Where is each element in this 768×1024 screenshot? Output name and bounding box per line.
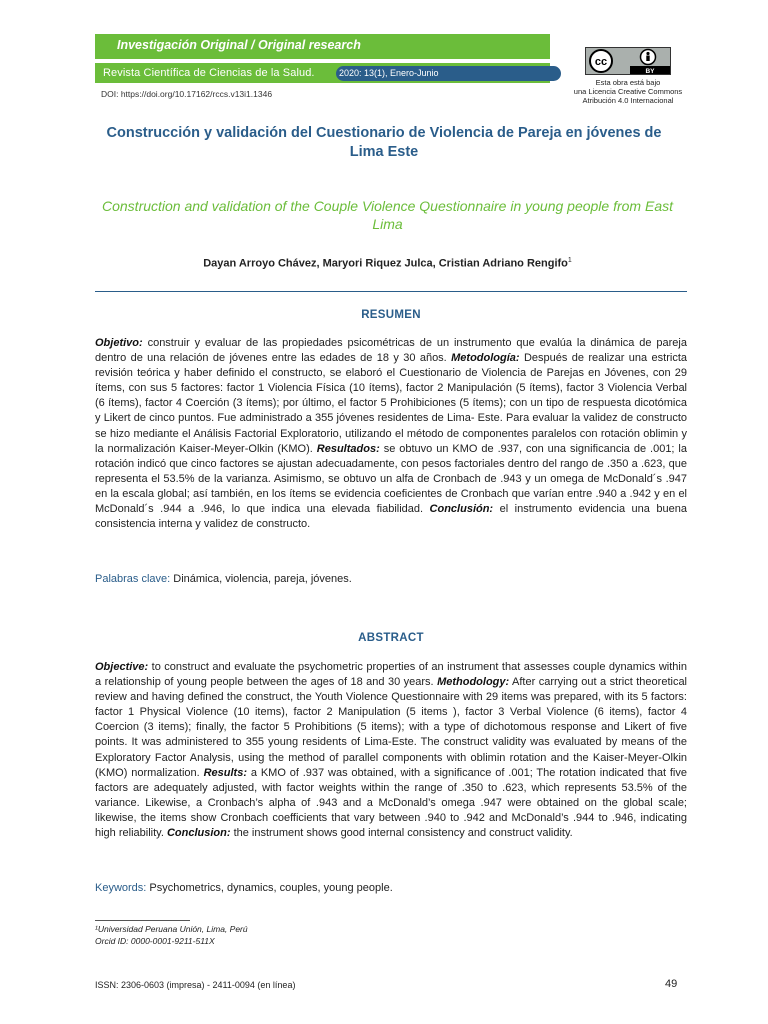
authors: [95, 257, 680, 270]
abstract-heading: ABSTRACT: [358, 632, 424, 644]
doi-link[interactable]: DOI: https://doi.org/10.17162/rccs.v13i1.1346: [101, 89, 273, 99]
resumen-conclusion-text: el instrumento evidencia una buena consistencia interna y validez de constructo.: [95, 503, 687, 531]
abstract-methodology-label: Methodology:: [437, 676, 510, 689]
keywords: [95, 881, 687, 896]
abstract-conclusion-text: the instrument shows good internal consistency and construct validity.: [230, 827, 573, 840]
journal-banner: [95, 63, 550, 83]
keywords-label: Keywords:: [95, 882, 147, 894]
author-affiliation-marker: 1: [567, 257, 572, 264]
issue-badge: 2020: 13(1), Enero-Junio: [336, 66, 561, 81]
author-names: Dayan Arroyo Chávez, Maryori Riquez Julca, Cristian Adriano Rengifo: [203, 257, 568, 270]
section-label: Investigación Original / Original research: [117, 38, 361, 52]
header-divider: [95, 291, 687, 292]
abstract-methodology-text: After carrying out a strict theoretical review and having defined the construct, the Youth Violence Questionnaire with 29 items was prepared, with its 5 factors: factor 1 Physical Violence (10 items), factor 2 Manipulation (5 items ), factor 3 Verbal Violence (6 items), factor 4 Coercion (3 items); finally, the factor 5 Prohibitions (5 items); with a type of dichotomous response and Likert of five points. It was administered to 355 young residents of Lima-Este. The construct validity was evaluated by means of the Exploratory Factor Analysis, using the method of parallel components with oblimin rotation and the Kaiser-Meyer-Olkin (KMO) normalization.: [95, 676, 688, 779]
license-line-1: Esta obra está bajo: [595, 78, 661, 87]
section-banner: [95, 34, 550, 59]
footnote-orcid: Orcid ID: 0000-0001-9211-511X: [95, 936, 215, 946]
resumen-heading: RESUMEN: [361, 309, 421, 321]
cc-by-label: BY: [645, 68, 655, 74]
title-english: Construction and validation of the Couple Violence Questionnaire in young people from East Lima: [102, 198, 673, 232]
issn: ISSN: 2306-0603 (impresa) - 2411-0094 (en línea): [95, 980, 296, 990]
license-text: [560, 78, 696, 105]
resumen-resultados-label: Resultados:: [316, 442, 380, 455]
footnote: [95, 923, 248, 947]
palabras-clave-text: Dinámica, violencia, pareja, jóvenes.: [170, 573, 352, 585]
resumen-objetivo-text: construir y evaluar de las propiedades psicométricas de un instrumento que evalúa la dinámica de pareja dentro de una relación de jóvenes entre las edades de 18 y 30 años.: [95, 337, 687, 365]
palabras-clave-label: Palabras clave:: [95, 573, 171, 585]
page-number: 49: [665, 978, 678, 990]
footnote-affiliation: ¹Universidad Peruana Unión, Lima, Perú: [95, 924, 248, 934]
keywords-text: Psychometrics, dynamics, couples, young people.: [146, 882, 393, 894]
resumen-metodologia-label: Metodología:: [451, 352, 520, 365]
svg-text:cc: cc: [594, 56, 608, 68]
journal-name: Revista Científica de Ciencias de la Salud.: [103, 67, 315, 79]
license-line-2: una Licencia Creative Commons: [573, 87, 683, 96]
creative-commons-badge[interactable]: [585, 47, 671, 75]
title-spanish: Construcción y validación del Cuestionario de Violencia de Pareja en jóvenes de Lima Este: [106, 125, 662, 160]
abstract-objective-text: to construct and evaluate the psychometric properties of an instrument that assesses couple dynamics within a relationship of young people between the ages of 18 and 30 years.: [95, 661, 687, 689]
palabras-clave: [95, 572, 687, 587]
abstract-paragraph: [95, 660, 687, 841]
resumen-objetivo-label: Objetivo:: [95, 337, 143, 349]
footnote-divider: [95, 920, 190, 921]
license-line-3: Atribución 4.0 Internacional: [582, 96, 674, 105]
resumen-resultados-text: se obtuvo un KMO de .937, con una significancia de .001; la rotación indicó que cinco factores se ajustan adecuadamente, con pesos factoriales dentro del rango de .350 a .623, que representa el 53.5% de la varianza. Asimismo, se obtuvo un alfa de Cronbach de .943 y un omega de McDonald´s .947 en la escala global; así también, en los ítems se evidencia coeficientes de Cronbach que varían entre .940 a .942 y en el McDonald´s .944 a .946, lo que indica una elevada fiabilidad.: [95, 442, 687, 516]
abstract-objective-label: Objective:: [95, 661, 149, 673]
resumen-conclusion-label: Conclusión:: [429, 503, 494, 516]
abstract-conclusion-label: Conclusion:: [166, 827, 231, 840]
abstract-results-label: Results:: [203, 766, 247, 779]
resumen-paragraph: [95, 336, 687, 532]
abstract-results-text: a KMO of .937 was obtained, with a significance of .001; The rotation indicated that five factors are adequately adjusted, with factor weights within the range of .350 to .623, which represents 53.5% of the variance. Likewise, a Cronbach’s alpha of .943 and a McDonald’s omega .947 were obtained on the global scale; likewise, the items show Cronbach coefficients that vary between .940 to .942 and McDonald’s .944 to .946, indicating high reliability.: [95, 766, 687, 840]
cc-by-icon: [586, 48, 670, 74]
resumen-metodologia-text: Después de realizar una estricta revisión teórica y haber definido el constructo, se elaboró el Cuestionario de Violencia de Parejas en Jóvenes, con 29 ítems, con sus 5 factores: factor 1 Violencia Física (10 ítems), factor 2 Manipulación (5 ítems), factor 3 Violencia Verbal (6 ítems), factor 4 Coerción (3 ítems); por último, el factor 5 Prohibiciones (5 ítems); con un tipo de respuesta dicotómica y Likert de cinco puntos. Fue administrado a 355 jóvenes residentes de Lima- Este. Para evaluar la validez de constructo se hizo mediante el Análisis Factorial Exploratorio, utilizando el método de componentes paralelos con rotación oblimin y la normalización Kaiser-Meyer-Olkin (KMO).: [95, 352, 687, 455]
